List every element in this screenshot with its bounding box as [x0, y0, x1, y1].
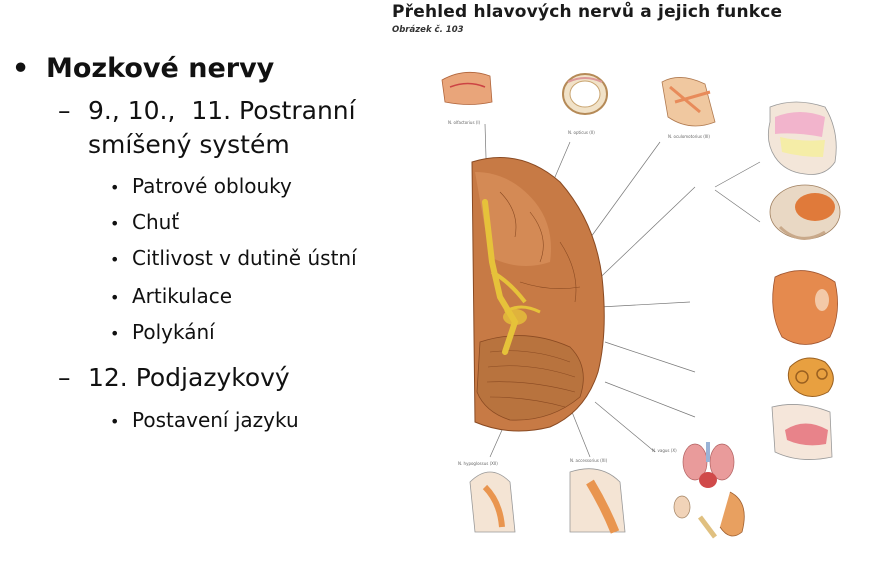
inner-ear-icon [788, 358, 833, 397]
bullet-dot-icon: • [110, 178, 120, 197]
bullet-dot-icon: • [110, 324, 120, 343]
bullet-dot-icon: • [110, 214, 120, 233]
eye-muscles-icon [662, 77, 715, 139]
dash-icon: – [58, 363, 71, 392]
cranial-nerves-figure [430, 62, 879, 563]
svg-text:N. olfactorius (I): N. olfactorius (I) [448, 120, 481, 125]
bullet-dot-icon: • [110, 288, 120, 307]
figure-title: Přehled hlavových nervů a jejich funkce [392, 2, 783, 22]
svg-text:N. accessorius (XI): N. accessorius (XI) [570, 458, 608, 463]
heading-mozkove-nervy: Mozkové nervy [46, 53, 275, 84]
face-muscles-icon [773, 271, 838, 345]
eye-icon [563, 74, 607, 135]
group-label: 12. Podjazykový [88, 363, 290, 392]
bullet-dot-icon: • [12, 53, 30, 84]
brain-base-illustration [472, 158, 604, 432]
group-label: 9., 10., 11. Postranní smíšený systém [88, 96, 356, 159]
svg-text:N. vagus (X): N. vagus (X) [652, 448, 677, 453]
jaw-muscles-icon [770, 185, 840, 239]
neck-icon [458, 458, 625, 532]
svg-text:N. opticus (II): N. opticus (II) [568, 130, 595, 135]
bullet-dot-icon: • [110, 250, 120, 269]
svg-text:N. hypoglossus (XII): N. hypoglossus (XII) [458, 461, 498, 466]
bullet-dot-icon: • [110, 412, 120, 431]
face-sensory-icon [768, 102, 836, 175]
organs-icon [652, 442, 744, 537]
figure-subtitle: Obrázek č. 103 [392, 25, 464, 35]
dash-icon: – [58, 96, 71, 125]
nose-icon [442, 72, 492, 125]
svg-text:N. oculomotorius (III): N. oculomotorius (III) [668, 134, 710, 139]
mouth-taste-icon [772, 404, 832, 459]
